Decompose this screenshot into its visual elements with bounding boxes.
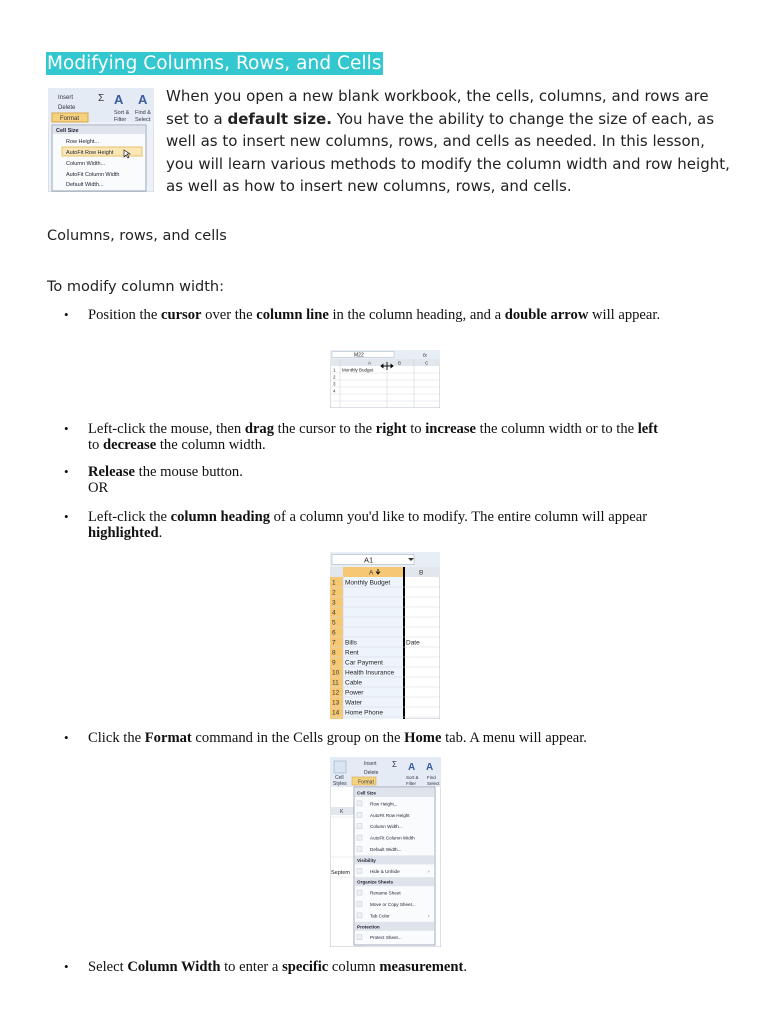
menu-item[interactable]: AutoFit Column Width	[370, 835, 415, 841]
highlighted-column-screenshot	[330, 552, 440, 719]
format-menu-thumbnail	[48, 88, 154, 192]
svg-text:A: A	[368, 360, 372, 366]
menu-column-width: Column Width...	[66, 161, 106, 167]
page-title: Modifying Columns, Rows, and Cells	[47, 53, 382, 74]
menu-section-header: Organize Sheets	[357, 879, 393, 885]
bullet: •	[64, 307, 69, 322]
step-release: • Release the mouse button. OR	[88, 464, 668, 497]
menu-item-icon	[357, 868, 362, 873]
menu-item-icon	[357, 946, 362, 947]
menu-section-header: Visibility	[357, 857, 376, 863]
menu-item[interactable]: Column Width...	[370, 824, 403, 830]
svg-text:Septem: Septem	[331, 870, 350, 876]
column-line-screenshot	[330, 350, 440, 408]
ribbon-find: Find &	[135, 110, 151, 116]
ribbon-filter: Filter	[114, 117, 127, 123]
svg-text:K: K	[340, 809, 344, 815]
svg-text:Select: Select	[427, 781, 440, 786]
ribbon-insert: Insert	[58, 95, 74, 101]
cell-a: Bills	[345, 639, 357, 647]
cell-monthly-budget: Monthly Budget	[342, 367, 374, 373]
svg-text:Styles: Styles	[333, 781, 347, 787]
svg-text:Cell: Cell	[335, 775, 344, 781]
cell-b: Date	[406, 639, 420, 647]
cell-a: Cable	[345, 679, 362, 687]
cell-a: Home Phone	[345, 709, 383, 717]
row-number: 11	[332, 679, 339, 687]
svg-text:A: A	[369, 569, 374, 577]
ribbon-select: Select	[135, 117, 151, 123]
or-text: OR	[88, 480, 109, 497]
svg-text:Format: Format	[358, 779, 374, 786]
namebox-a1: A1	[364, 555, 374, 565]
svg-text:Insert: Insert	[364, 761, 377, 767]
menu-item[interactable]: Tab Color	[370, 913, 390, 919]
menu-item[interactable]: Rename Sheet	[370, 890, 401, 896]
row-number: 4	[332, 609, 336, 617]
row-number: 8	[332, 649, 336, 657]
svg-text:Σ: Σ	[392, 760, 397, 769]
row-number: 14	[332, 709, 340, 717]
menu-autofit-column: AutoFit Column Width	[66, 172, 120, 178]
default-size-bold: default size.	[227, 109, 332, 128]
svg-text:Filter: Filter	[406, 781, 416, 786]
menu-item-icon	[357, 801, 362, 806]
ribbon-format: Format	[60, 116, 80, 122]
svg-text:A: A	[138, 92, 148, 107]
row-number: 9	[332, 659, 336, 667]
cell-a: Power	[345, 689, 364, 697]
menu-section-header: Protection	[357, 924, 380, 930]
menu-item-icon	[357, 835, 362, 840]
menu-item-icon	[357, 913, 362, 918]
row-number: 10	[332, 669, 340, 677]
row-number: 6	[332, 629, 336, 637]
menu-item[interactable]: AutoFit Row Height	[370, 812, 410, 818]
svg-text:Find: Find	[427, 775, 436, 780]
menu-autofit-row: AutoFit Row Height	[66, 150, 114, 156]
svg-text:Delete: Delete	[364, 770, 379, 776]
step-click-format: • Click the Format command in the Cells group on the Home tab. A menu will appear.	[64, 730, 587, 746]
namebox-text: M22	[354, 352, 364, 359]
menu-item-icon	[357, 890, 362, 895]
row-number: 7	[332, 639, 336, 647]
menu-section-header: Cell Size	[357, 790, 376, 796]
menu-item-icon	[357, 812, 362, 817]
menu-item[interactable]: Row Height...	[370, 801, 398, 807]
intro-paragraph: When you open a new blank workbook, the cells, columns, and rows are set to a default size. You have the ability to change the size of each, as well as to insert new columns, rows, and cells as needed. In this lesson, you will learn various methods to modify the column width and row height, as well as how to insert new columns, rows, and cells.	[166, 87, 730, 196]
svg-text:1: 1	[333, 367, 336, 373]
menu-item-icon	[357, 935, 362, 940]
menu-default-width: Default Width...	[66, 182, 104, 188]
section-heading: Columns, rows, and cells	[47, 228, 227, 244]
svg-text:Σ: Σ	[98, 93, 105, 104]
svg-text:C: C	[425, 360, 429, 366]
step-drag-cursor: • Left-click the mouse, then drag the cursor to the right to increase the column width or to the left to decrease the column width.	[64, 421, 659, 454]
format-menu-screenshot	[330, 757, 441, 947]
svg-text:B: B	[398, 360, 402, 366]
cell-a: Car Payment	[345, 659, 383, 667]
svg-text:3: 3	[333, 381, 336, 387]
step-position-cursor: • Position the cursor over the column line in the column heading, and a double arrow will appear.	[64, 307, 661, 323]
menu-row-height: Row Height...	[66, 139, 100, 145]
submenu-arrow-icon: ›	[428, 913, 430, 919]
svg-text:fx: fx	[423, 353, 427, 359]
menu-item[interactable]: Protect Sheet...	[370, 935, 402, 941]
row-number: 2	[332, 589, 336, 597]
menu-cell-size: Cell Size	[56, 128, 79, 134]
row-number: 1	[332, 579, 336, 587]
cell-a: Water	[345, 699, 363, 707]
cell-a: Rent	[345, 649, 359, 657]
menu-item[interactable]: Default Width...	[370, 847, 402, 852]
menu-item[interactable]: Move or Copy Sheet...	[370, 902, 416, 907]
row-number: 5	[332, 619, 336, 627]
row-number: 13	[332, 699, 340, 707]
svg-text:Sort &: Sort &	[406, 775, 419, 780]
svg-text:A: A	[408, 762, 416, 773]
cell-a: Health Insurance	[345, 669, 395, 677]
svg-text:A: A	[426, 762, 434, 773]
menu-item-icon	[357, 847, 362, 852]
menu-item-icon	[357, 824, 362, 829]
step-column-heading: • Left-click the column heading of a column you'd like to modify. The entire column will appear highlighted.	[64, 509, 648, 542]
svg-text:4: 4	[333, 388, 336, 394]
cell-a: Monthly Budget	[345, 579, 391, 587]
ribbon-sort: Sort &	[114, 110, 130, 116]
menu-item-icon	[357, 902, 362, 907]
svg-text:A: A	[114, 92, 124, 107]
row-number: 12	[332, 689, 340, 697]
svg-text:2: 2	[333, 374, 336, 380]
submenu-arrow-icon: ›	[428, 868, 430, 874]
step-select-column-width: • Select Column Width to enter a specific column measurement.	[64, 959, 468, 975]
menu-item[interactable]: Hide & Unhide	[370, 868, 400, 874]
svg-text:B: B	[419, 569, 424, 577]
subsection-heading: To modify column width:	[47, 279, 224, 295]
row-number: 3	[332, 599, 336, 607]
ribbon-delete: Delete	[58, 105, 76, 111]
